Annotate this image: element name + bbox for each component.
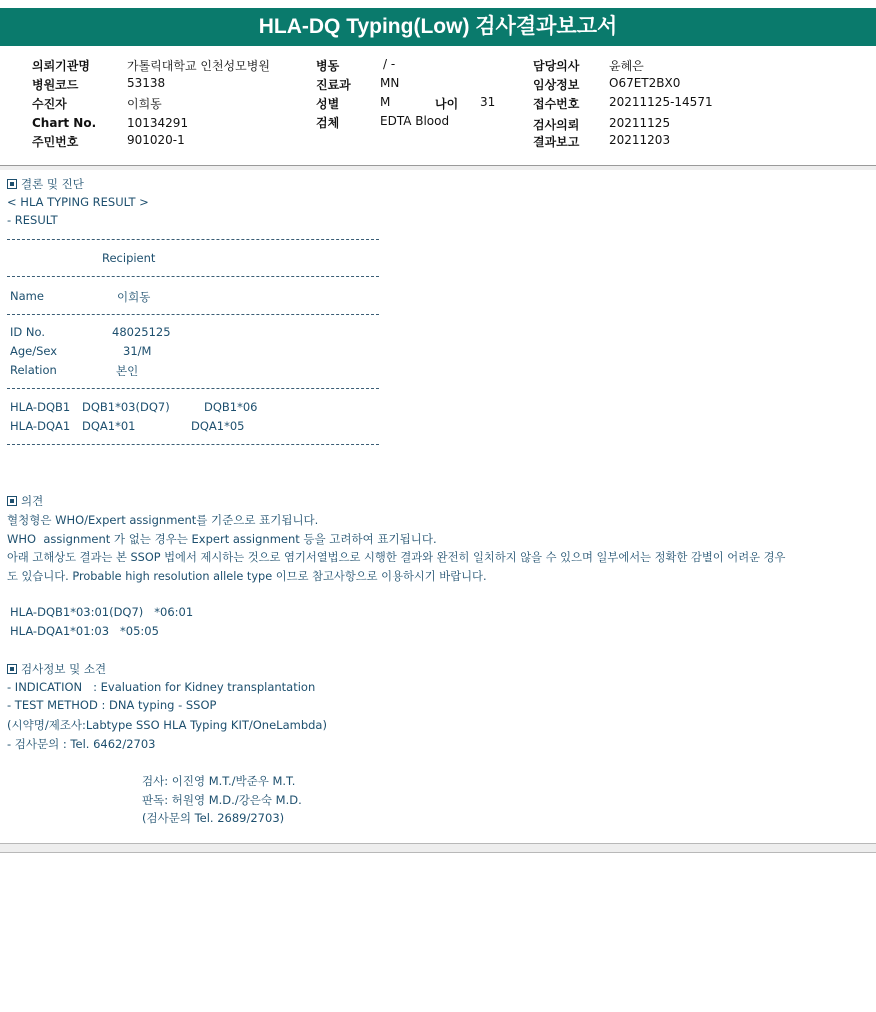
request-label: 검사의뢰 — [533, 118, 580, 132]
request-value: 20211125 — [609, 116, 671, 130]
patient-value: 이희동 — [127, 97, 162, 111]
name-label: Name — [10, 289, 44, 303]
chart-value: 10134291 — [127, 116, 189, 130]
receipt-label: 접수번호 — [533, 97, 580, 111]
name-value: 이희동 — [117, 290, 151, 304]
contact-line: - 검사문의 : Tel. 6462/2703 — [7, 737, 156, 751]
patient-label: 수진자 — [32, 97, 67, 111]
chart-label: Chart No. — [32, 116, 97, 130]
dqa1-allele-1: DQA1*01 — [82, 419, 136, 433]
report-label: 결과보고 — [533, 135, 580, 149]
info-heading — [7, 661, 106, 677]
dept-label: 진료과 — [316, 78, 351, 92]
high-res-dqa1: HLA-DQA1*01:03 *05:05 — [10, 624, 159, 638]
ward-label: 병동 — [316, 59, 340, 73]
dqa1-label: HLA-DQA1 — [10, 419, 71, 433]
agesex-label: Age/Sex — [10, 344, 58, 358]
receipt-value: 20211125-14571 — [609, 95, 713, 109]
opinion-line-3: 아래 고해상도 결과는 본 SSOP 법에서 제시하는 것으로 염기서열법으로 시행한 결과와 완전히 일치하지 않을 수 있으며 일부에서는 정확한 감별이 어려운 경우 — [7, 551, 786, 564]
method-line: - TEST METHOD : DNA typing - SSOP — [7, 698, 217, 712]
dash-separator — [7, 239, 379, 240]
section-square-icon — [7, 664, 17, 674]
sex-label: 성별 — [316, 97, 340, 111]
hospital-label: 의뢰기관명 — [32, 59, 90, 73]
report-value: 20211203 — [609, 133, 671, 147]
dash-separator — [7, 276, 379, 277]
clinical-value: O67ET2BX0 — [609, 76, 681, 90]
conclusion-heading-text: 결론 및 진단 — [21, 177, 84, 191]
section-square-icon — [7, 496, 17, 506]
section-square-icon — [7, 179, 17, 189]
examiner-line: 검사: 이진영 M.T./박준우 M.T. — [142, 774, 296, 788]
dqa1-allele-2: DQA1*05 — [191, 419, 245, 433]
reader-line: 판독: 허원영 M.D./강은숙 M.D. — [142, 793, 302, 807]
id-label: ID No. — [10, 325, 45, 339]
dash-separator — [7, 314, 379, 315]
dept-value: MN — [380, 76, 400, 90]
result-sub: - RESULT — [7, 213, 58, 227]
code-value: 53138 — [127, 76, 166, 90]
opinion-heading — [7, 493, 43, 509]
footer-divider — [0, 843, 876, 853]
high-res-dqb1: HLA-DQB1*03:01(DQ7) *06:01 — [10, 605, 194, 619]
dqb1-label: HLA-DQB1 — [10, 400, 71, 414]
report-title: HLA-DQ Typing(Low) 검사결과보고서 — [0, 8, 876, 46]
rrn-value: 901020-1 — [127, 133, 185, 147]
age-value: 31 — [480, 95, 496, 109]
clinical-label: 임상정보 — [533, 78, 580, 92]
dash-separator — [7, 444, 379, 445]
doctor-value: 윤혜은 — [609, 59, 644, 73]
dqb1-allele-1: DQB1*03(DQ7) — [82, 400, 170, 414]
sex-value: M — [380, 95, 391, 109]
specimen-value: EDTA Blood — [380, 114, 450, 128]
doctor-label: 담당의사 — [533, 59, 580, 73]
opinion-line-4: 도 있습니다. Probable high resolution allele type 이므로 참고사항으로 이용하시기 바랍니다. — [7, 570, 487, 583]
result-title: < HLA TYPING RESULT > — [7, 195, 149, 209]
opinion-heading-text: 의견 — [21, 494, 44, 508]
recipient-header: Recipient — [102, 251, 156, 265]
relation-value: 본인 — [116, 364, 139, 378]
indication-line: - INDICATION : Evaluation for Kidney transplantation — [7, 680, 316, 694]
hospital-value: 가톨릭대학교 인천성모병원 — [127, 59, 270, 73]
rrn-label: 주민번호 — [32, 135, 79, 149]
dash-separator — [7, 388, 379, 389]
code-label: 병원코드 — [32, 78, 79, 92]
contact2-line: (검사문의 Tel. 2689/2703) — [142, 811, 285, 825]
id-value: 48025125 — [112, 325, 171, 339]
age-label: 나이 — [435, 97, 459, 111]
specimen-label: 검체 — [316, 116, 340, 130]
opinion-line-2: WHO assignment 가 없는 경우는 Expert assignment 등을 고려하여 표기됩니다. — [7, 532, 437, 546]
reagent-line: (시약명/제조사:Labtype SSO HLA Typing KIT/OneLambda) — [7, 718, 327, 732]
ward-value: / - — [383, 57, 396, 71]
dqb1-allele-2: DQB1*06 — [204, 400, 258, 414]
conclusion-heading — [7, 176, 84, 192]
opinion-line-1: 혈청형은 WHO/Expert assignment를 기준으로 표기됩니다. — [7, 513, 319, 527]
agesex-value: 31/M — [123, 344, 152, 358]
info-heading-text: 검사정보 및 소견 — [21, 662, 107, 676]
relation-label: Relation — [10, 363, 57, 377]
header-divider-shade — [0, 166, 876, 170]
